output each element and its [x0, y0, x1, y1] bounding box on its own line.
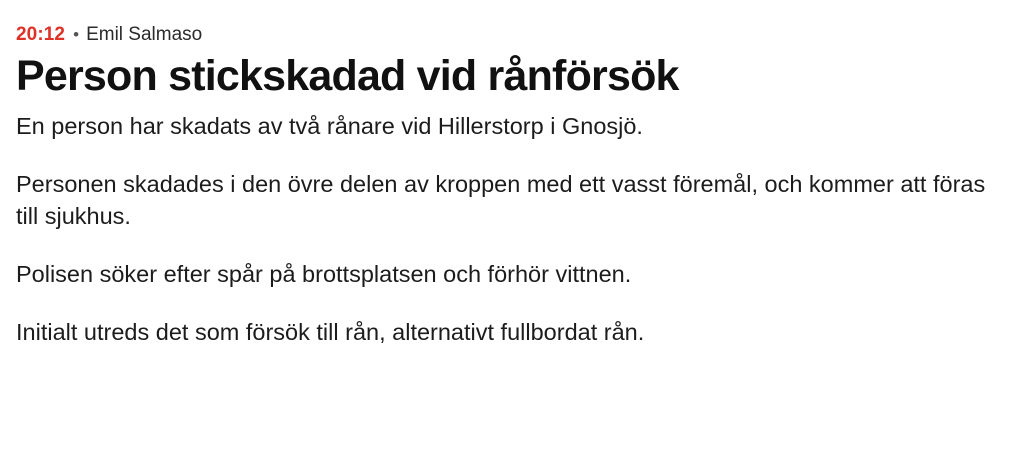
article-author: Emil Salmaso [86, 24, 203, 45]
publish-time: 20:12 [16, 24, 66, 45]
page-title: Person stickskadad vid rånförsök [16, 51, 679, 100]
article-meta [16, 24, 1008, 47]
article-paragraph: Initialt utreds det som försök till rån, alternativt fullbordat rån. [16, 319, 645, 346]
article-paragraph: Personen skadades i den övre delen av kroppen med ett vasst föremål, och kommer att föras till sjukhus. [16, 171, 986, 229]
article-paragraph: Polisen söker efter spår på brottsplatsen och förhör vittnen. [16, 260, 632, 287]
article-paragraph: En person har skadats av två rånare vid Hillerstorp i Gnosjö. [16, 113, 643, 140]
meta-separator: • [73, 25, 80, 44]
